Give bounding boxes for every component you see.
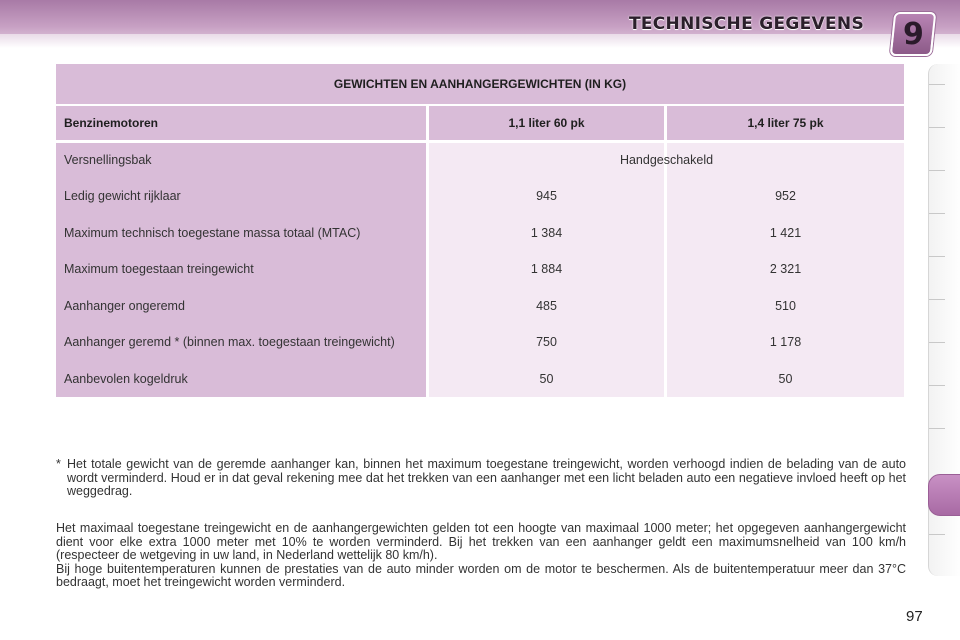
table-row <box>56 251 904 287</box>
row-label: Maximum toegestaan treingewicht <box>64 261 254 276</box>
tab-divider <box>929 534 945 535</box>
row-value: 1 421 <box>769 226 802 240</box>
chapter-badge <box>890 12 937 56</box>
row-value: 952 <box>775 189 796 203</box>
row-label: Aanhanger ongeremd <box>64 298 185 313</box>
column-header-engine-1-1: 1,1 liter 60 pk <box>429 106 664 140</box>
table-header-row <box>56 106 904 140</box>
page-number: 97 <box>906 608 923 625</box>
row-label: Aanbevolen kogeldruk <box>64 371 188 386</box>
tab-divider <box>929 342 945 343</box>
row-label: Ledig gewicht rijklaar <box>64 188 181 203</box>
tab-divider <box>929 170 945 171</box>
table-row-gearbox <box>56 142 904 178</box>
row-value: 485 <box>536 299 557 313</box>
page-title: TECHNISCHE GEGEVENS <box>628 14 864 34</box>
table-row <box>56 324 904 360</box>
row-value: 510 <box>775 299 796 313</box>
tab-divider <box>929 127 945 128</box>
table-row <box>56 361 904 397</box>
tab-divider <box>929 256 945 257</box>
paragraph-temperature: Bij hoge buitentemperaturen kunnen de prestaties van de auto minder worden om de motor te beschermen. Als de buitentemperatuur meer dan 37°C bedraagt, moet het treingewicht worden verminderd. <box>56 561 906 589</box>
row-label: Aanhanger geremd * (binnen max. toegestaan treingewicht) <box>64 334 395 349</box>
footnote <box>56 458 906 499</box>
chapter-number: 9 <box>902 16 924 52</box>
tab-divider <box>929 84 945 85</box>
header-fold <box>0 34 960 48</box>
column-header-engine: Benzinemotoren <box>56 106 426 140</box>
footnote-text: Het totale gewicht van de geremde aanhanger kan, binnen het maximum toegestane treingewicht, worden verhoogd indien de belading van de auto wordt verminderd. Houd er in dat geval rekening mee dat het trekken van een aanhanger met een licht beladen auto een negatieve invloed heeft op het weggedrag. <box>67 457 906 498</box>
row-value: 1 884 <box>530 262 563 276</box>
row-label: Versnellingsbak <box>64 152 152 167</box>
row-value: 1 178 <box>769 335 802 349</box>
tab-divider <box>929 428 945 429</box>
row-value: 50 <box>778 372 793 386</box>
tab-divider <box>929 385 945 386</box>
paragraph-altitude: Het maximaal toegestane treingewicht en de aanhangergewichten gelden tot een hoogte van maximaal 1000 meter; het opgegeven aanhangergewicht dient voor elke extra 1000 meter met 10% te worden verminderd. Bij het trekken van een aanhanger geldt een maximumsnelheid van 100 km/h (respecteer de wetgeving in uw land, in Nederland wettelijk 80 km/h). <box>56 521 906 562</box>
row-value: 1 384 <box>530 226 563 240</box>
body-text <box>56 522 906 590</box>
tab-divider <box>929 299 945 300</box>
table-row <box>56 288 904 324</box>
table-title: GEWICHTEN EN AANHANGERGEWICHTEN (IN KG) <box>56 64 904 104</box>
row-value-gearbox: Handgeschakeld <box>619 153 714 167</box>
row-value: 2 321 <box>769 262 802 276</box>
table-row <box>56 215 904 251</box>
row-value: 750 <box>536 335 557 349</box>
tab-divider <box>929 213 945 214</box>
row-value: 945 <box>536 189 557 203</box>
row-label: Maximum technisch toegestane massa totaal (MTAC) <box>64 225 361 240</box>
column-header-engine-1-4: 1,4 liter 75 pk <box>667 106 904 140</box>
row-value: 50 <box>539 372 554 386</box>
footnote-marker: * <box>56 457 61 471</box>
active-chapter-tab[interactable] <box>928 474 960 516</box>
table-row <box>56 178 904 214</box>
